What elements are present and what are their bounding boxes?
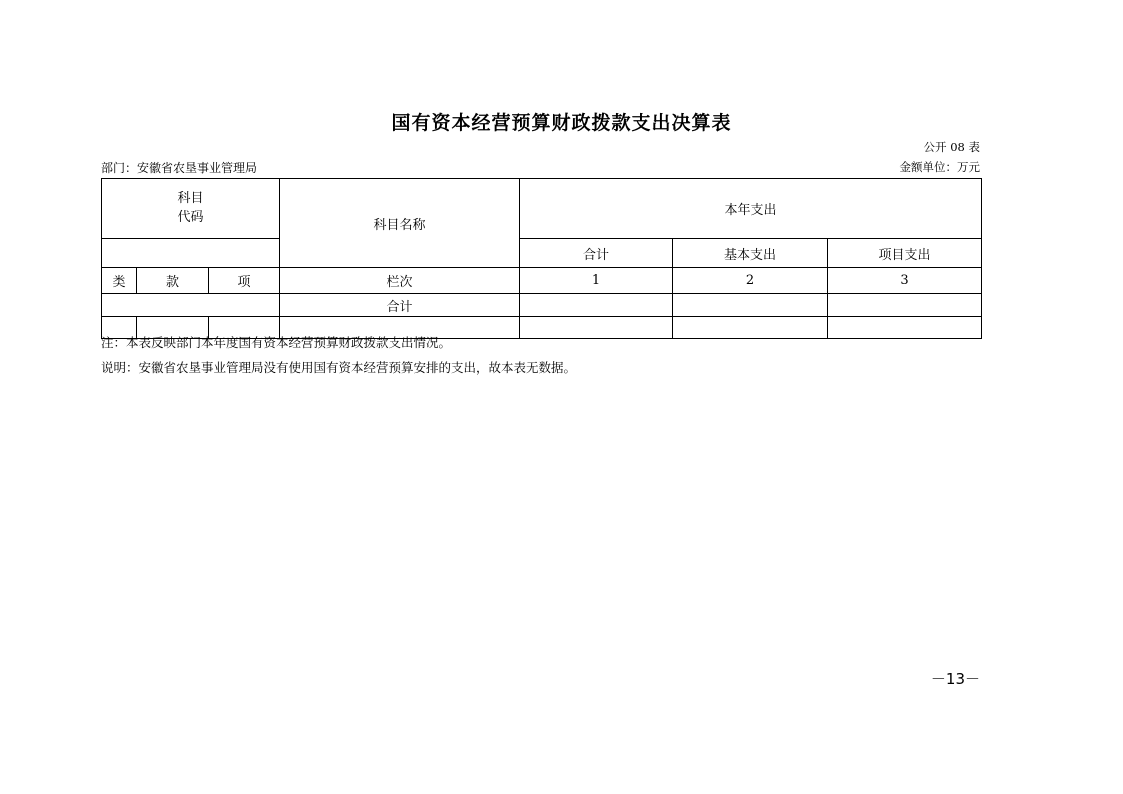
department-label: 部门：安徽省农垦事业管理局 [101, 161, 258, 175]
amount-unit-label: 金额单位：万元 [899, 160, 980, 174]
code-header-spacer [102, 239, 280, 268]
blank-row-value-total [520, 317, 673, 339]
total-row-value-basic [673, 294, 828, 317]
table-header-row-1 [102, 179, 982, 239]
total-row-code-cell [102, 294, 280, 317]
table-row [102, 294, 982, 317]
code-subheader-class: 类 [102, 268, 137, 294]
year-expenditure-header-cell: 本年支出 [520, 179, 982, 239]
column-number-3: 3 [828, 268, 982, 294]
total-row-value-project [828, 294, 982, 317]
column-number-1: 1 [520, 268, 673, 294]
code-subheader-kuan: 款 [137, 268, 209, 294]
code-header-line1: 科目 [177, 190, 204, 206]
row-label-lanci: 栏次 [280, 268, 520, 294]
table-explanation: 说明：安徽省农垦事业管理局没有使用国有资本经营预算安排的支出，故本表无数据。 [101, 360, 577, 375]
table-note: 注：本表反映部门本年度国有资本经营预算财政拨款支出情况。 [101, 335, 452, 350]
page-number: －13－ [930, 670, 980, 688]
column-header-total: 合计 [520, 239, 673, 268]
column-header-basic: 基本支出 [673, 239, 828, 268]
blank-row-value-project [828, 317, 982, 339]
budget-table [101, 178, 982, 339]
total-row-label: 合计 [280, 294, 520, 317]
code-header-line2: 代码 [177, 209, 204, 225]
table-column-number-row [102, 268, 982, 294]
table-header-row-2 [102, 239, 982, 268]
column-number-2: 2 [673, 268, 828, 294]
blank-row-value-basic [673, 317, 828, 339]
code-header-cell [102, 179, 280, 239]
code-subheader-xiang: 项 [209, 268, 280, 294]
total-row-value-total [520, 294, 673, 317]
form-code-label: 公开 08 表 [923, 140, 980, 154]
page-title: 国有资本经营预算财政拨款支出决算表 [391, 112, 732, 134]
column-header-project: 项目支出 [828, 239, 982, 268]
name-header-cell: 科目名称 [280, 179, 520, 268]
